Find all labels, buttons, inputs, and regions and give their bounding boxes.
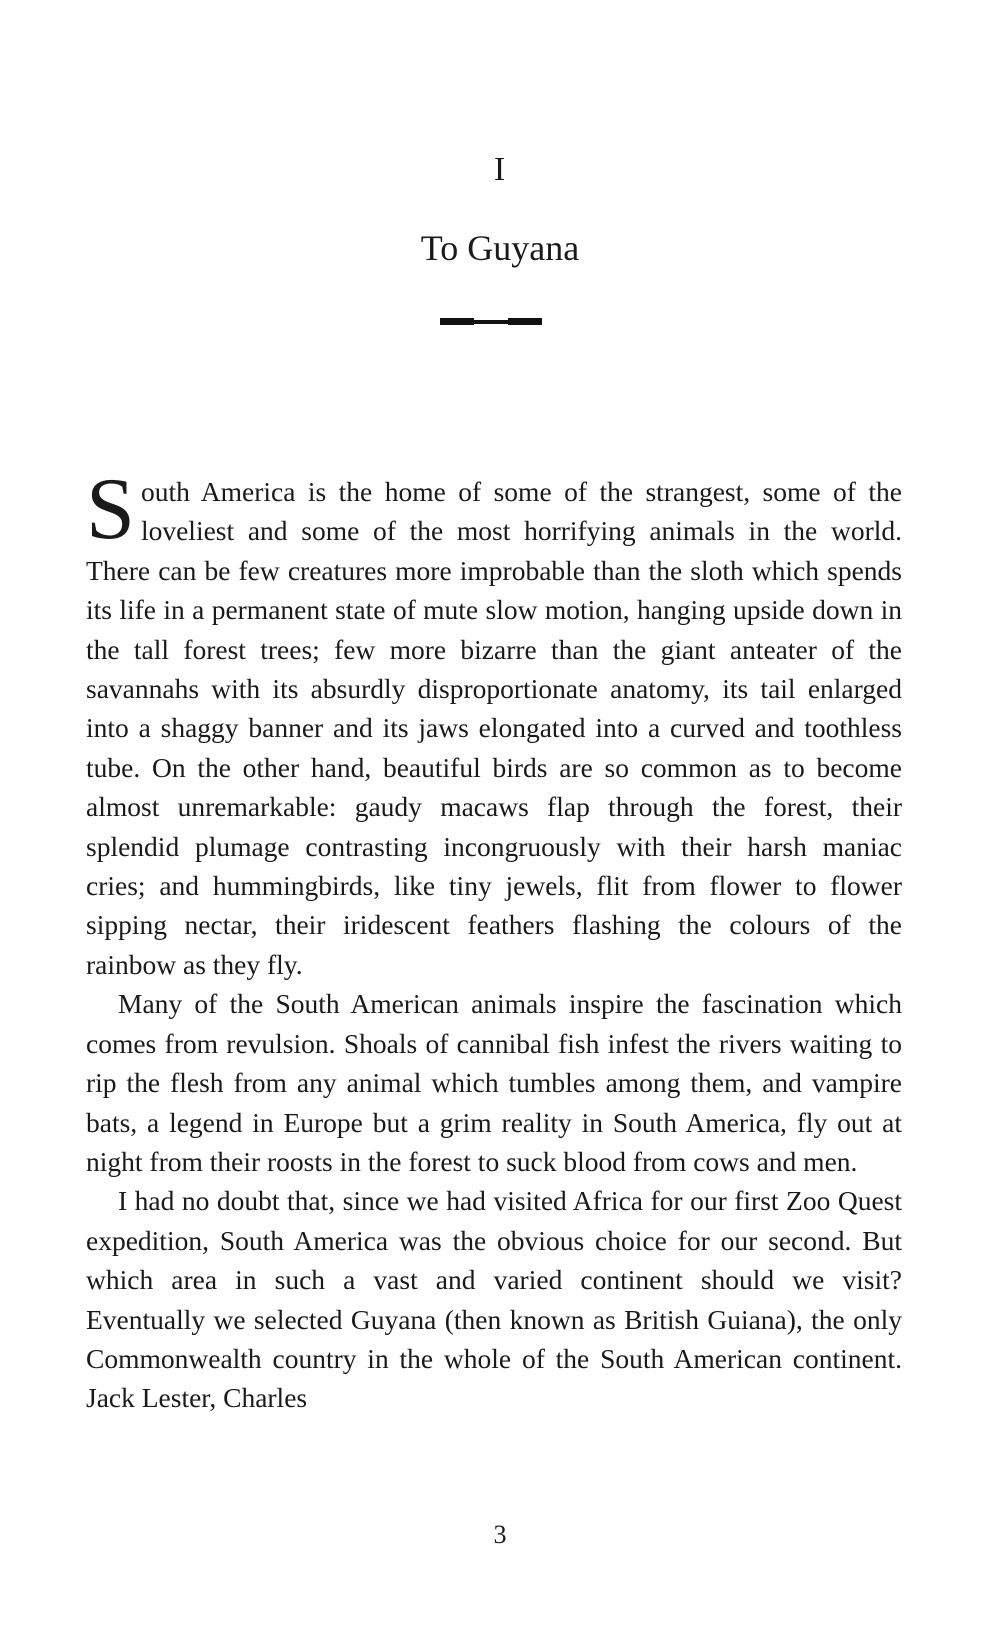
paragraph-1 [86, 461, 902, 984]
ornament-bar-middle [474, 320, 508, 324]
ornament-bar-right [508, 318, 542, 325]
chapter-ornament [440, 318, 542, 326]
paragraph-3: I had no doubt that, since we had visited Africa for our first Zoo Quest expedition, South America was the obvious choice for our second. But which area in such a vast and varied continent should we visit? Eventually we selected Guyana (then known as British Guiana), the only Commonwealth country in the whole of the South American continent. Jack Lester, Charles [86, 1185, 902, 1414]
chapter-body [86, 461, 902, 1418]
paragraph-1-text: outh America is the home of some of the strangest, some of the loveliest and some of the most horrifying animals in the world. There can be few creatures more improbable than the sloth which spends its life in a permanent state of mute slow motion, hanging upside down in the tall forest trees; few more bizarre than the giant anteater of the savannahs with its absurdly disproportionate anatomy, its tail enlarged into a shaggy banner and its jaws elongated into a curved and toothless tube. On the other hand, beautiful birds are so common as to become almost unremarkable: gaudy macaws flap through the forest, their splendid plumage contrasting incongruously with their harsh maniac cries; and hummingbirds, like tiny jewels, flit from flower to flower sipping nectar, their iridescent feathers flashing the colours of the rainbow as they fly. [86, 476, 902, 980]
paragraph-2: Many of the South American animals inspire the fascination which comes from revulsion. Shoals of cannibal fish infest the rivers waiting to rip the flesh from any animal which tumbles among them, and vampire bats, a legend in Europe but a grim reality in South America, fly out at night from their roosts in the forest to suck blood from cows and men. [86, 988, 902, 1177]
chapter-number: I [493, 151, 507, 188]
page-number: 3 [493, 1520, 507, 1549]
drop-cap: S [86, 461, 135, 558]
ornament-bar-left [440, 318, 474, 325]
chapter-title: To Guyana [420, 228, 580, 268]
